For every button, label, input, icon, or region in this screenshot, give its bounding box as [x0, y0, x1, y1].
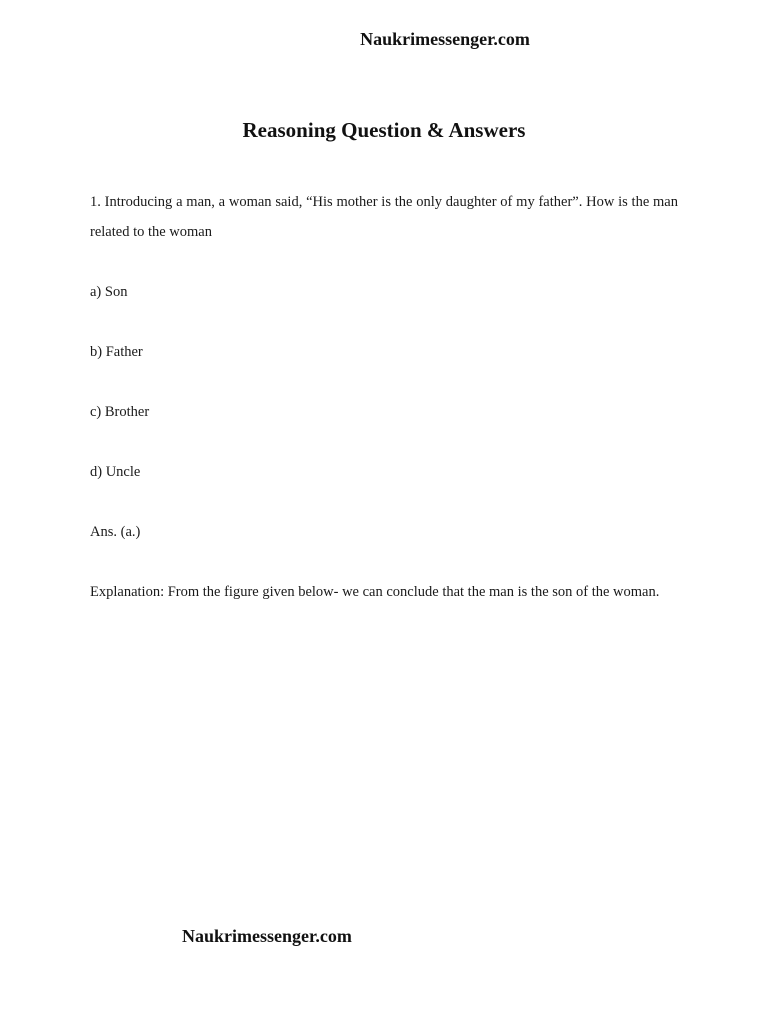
- header-site-name: Naukrimessenger.com: [360, 29, 530, 49]
- question-text: 1. Introducing a man, a woman said, “His mother is the only daughter of my father”. How is the man related to the woman: [90, 194, 678, 240]
- answer-text: Ans. (a.): [90, 524, 141, 540]
- option-d: d) Uncle: [90, 464, 141, 480]
- option-b: b) Father: [90, 344, 143, 360]
- option-c: c) Brother: [90, 404, 150, 420]
- footer-site-name: Naukrimessenger.com: [182, 926, 352, 946]
- explanation-text: Explanation: From the figure given below- we can conclude that the man is the son of the woman.: [90, 584, 660, 600]
- page-title: Reasoning Question & Answers: [242, 118, 526, 142]
- option-a: a) Son: [90, 284, 128, 300]
